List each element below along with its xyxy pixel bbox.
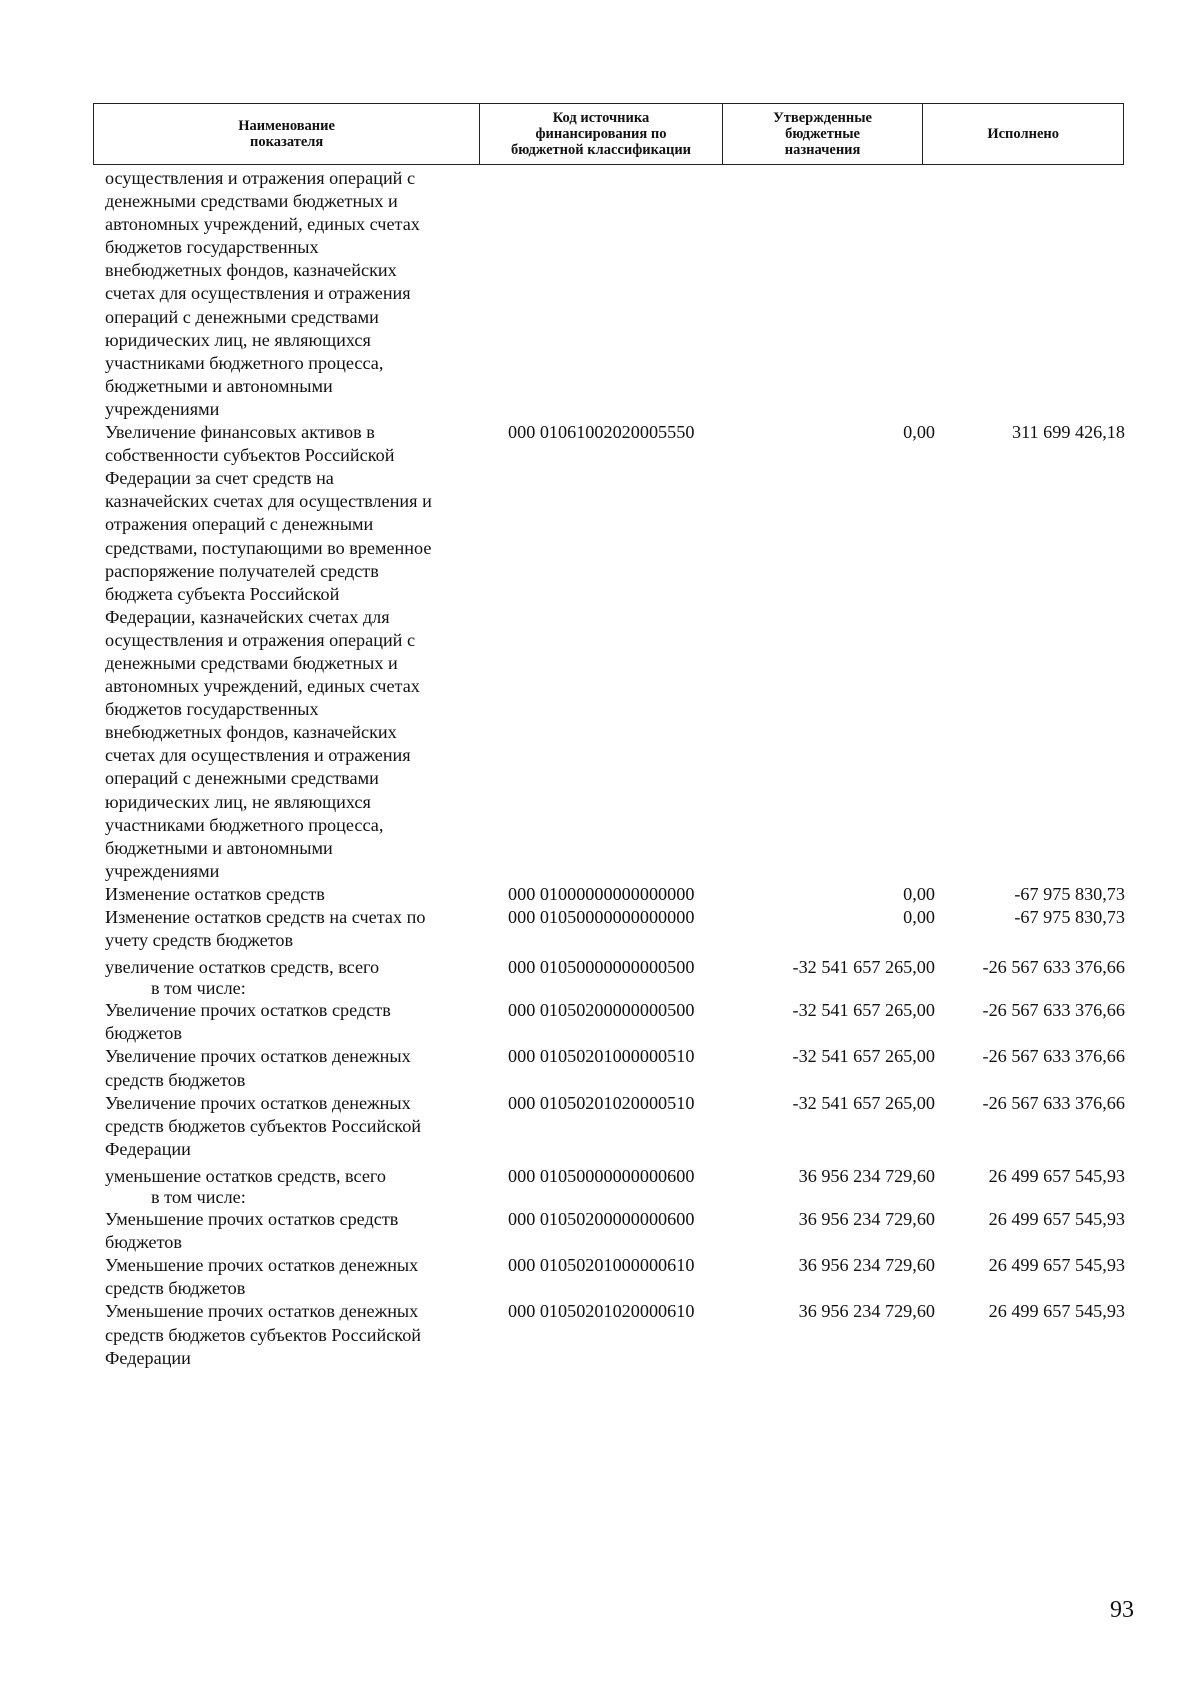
continued-row bbox=[105, 167, 1125, 421]
header-code bbox=[480, 104, 723, 164]
row-code: 000 01050000000000600 bbox=[508, 1165, 695, 1186]
header-plan-text: Утвержденные бюджетные назначения bbox=[773, 110, 872, 158]
table-row bbox=[105, 906, 1125, 952]
row-exec: -26 567 633 376,66 bbox=[982, 1046, 1125, 1067]
row-plan: 36 956 234 729,60 bbox=[798, 1209, 935, 1230]
row-name: Уменьшение прочих остатков денежных средств бюджетов субъектов Российской Федерации bbox=[105, 1301, 422, 1368]
table-body bbox=[105, 167, 1125, 1370]
row-code: 000 01050201000000510 bbox=[508, 1046, 695, 1067]
row-exec: 26 499 657 545,93 bbox=[988, 1301, 1125, 1322]
table-row bbox=[105, 1300, 1125, 1369]
row-name: Увеличение финансовых активов в собственности субъектов Российской Федерации за счет средств на казначейских счетах для осуществления и отражения операций с денежными средствами, поступающими во временное распоряжение получателей средств бюджета субъекта Российской Федерации, казначейских счетах для осуществления и отражения операций с денежными средствами бюджетных и автономных учреждений, единых счетах бюджетов государственных внебюджетных фондов, казначейских счетах для осуществления и отражения операций с денежными средствами юридических лиц, не являющихся участниками бюджетного процесса, бюджетными и автономными учреждениями bbox=[105, 422, 432, 881]
row-exec: -26 567 633 376,66 bbox=[982, 957, 1125, 978]
row-plan: 36 956 234 729,60 bbox=[798, 1165, 935, 1186]
table-row bbox=[105, 1254, 1125, 1300]
row-plan: 0,00 bbox=[903, 422, 935, 443]
table-row bbox=[105, 421, 1125, 883]
row-name: Уменьшение прочих остатков денежных средств бюджетов bbox=[105, 1255, 419, 1299]
continued-text: осуществления и отражения операций с денежными средствами бюджетных и автономных учреждений, единых счетах бюджетов государственных внебюджетных фондов, казначейских счетах для осуществления и отражения операций с денежными средствами юридических лиц, не являющихся участниками бюджетного процесса, бюджетными и автономными учреждениями bbox=[105, 168, 420, 419]
table-row bbox=[105, 1208, 1125, 1254]
table-row bbox=[105, 999, 1125, 1045]
row-exec: -26 567 633 376,66 bbox=[982, 1000, 1125, 1021]
table-row bbox=[105, 883, 1125, 906]
row-exec: 311 699 426,18 bbox=[1012, 422, 1125, 443]
header-exec bbox=[923, 104, 1123, 164]
row-code: 000 01050200000000600 bbox=[508, 1209, 695, 1230]
row-name: Увеличение прочих остатков средств бюджетов bbox=[105, 1000, 391, 1044]
row-code: 000 01050201020000610 bbox=[508, 1301, 695, 1322]
row-code: 000 01061002020005550 bbox=[508, 422, 695, 443]
row-plan: 36 956 234 729,60 bbox=[798, 1301, 935, 1322]
row-code: 000 01050201000000610 bbox=[508, 1255, 695, 1276]
row-plan: -32 541 657 265,00 bbox=[792, 1092, 935, 1113]
row-name: увеличение остатков средств, всего bbox=[105, 957, 380, 978]
header-exec-text: Исполнено bbox=[987, 126, 1060, 142]
row-code: 000 01050000000000000 bbox=[508, 907, 695, 927]
row-name: Увеличение прочих остатков денежных средств бюджетов bbox=[105, 1046, 411, 1090]
row-subtitle: в том числе: bbox=[151, 1187, 246, 1208]
row-plan: -32 541 657 265,00 bbox=[792, 957, 935, 978]
row-name: Изменение остатков средств на счетах по учету средств бюджетов bbox=[105, 907, 426, 951]
row-subtitle: в том числе: bbox=[151, 978, 246, 999]
row-name: Увеличение прочих остатков денежных средств бюджетов субъектов Российской Федерации bbox=[105, 1092, 422, 1159]
row-exec: -67 975 830,73 bbox=[1014, 883, 1125, 904]
table-row bbox=[105, 1165, 1125, 1206]
table-row bbox=[105, 956, 1125, 997]
row-plan: -32 541 657 265,00 bbox=[792, 1000, 935, 1021]
row-code: 000 01050200000000500 bbox=[508, 1000, 695, 1021]
header-name bbox=[94, 104, 480, 164]
row-plan: -32 541 657 265,00 bbox=[792, 1046, 935, 1067]
row-exec: -26 567 633 376,66 bbox=[982, 1092, 1125, 1113]
table-row bbox=[105, 1092, 1125, 1161]
row-code: 000 01000000000000000 bbox=[508, 883, 695, 904]
row-exec: -67 975 830,73 bbox=[1014, 907, 1125, 927]
header-code-text: Код источника финансирования по бюджетной классификации bbox=[510, 110, 692, 158]
row-exec: 26 499 657 545,93 bbox=[988, 1209, 1125, 1230]
row-plan: 0,00 bbox=[903, 883, 935, 904]
header-name-text: Наименование показателя bbox=[238, 118, 335, 150]
table-header bbox=[93, 103, 1124, 165]
row-exec: 26 499 657 545,93 bbox=[988, 1255, 1125, 1276]
header-plan bbox=[723, 104, 924, 164]
table-row bbox=[105, 1045, 1125, 1091]
row-plan: 36 956 234 729,60 bbox=[798, 1255, 935, 1276]
row-name: уменьшение остатков средств, всего bbox=[105, 1165, 387, 1186]
row-exec: 26 499 657 545,93 bbox=[988, 1165, 1125, 1186]
row-code: 000 01050201020000510 bbox=[508, 1092, 695, 1113]
row-plan: 0,00 bbox=[903, 907, 935, 927]
row-code: 000 01050000000000500 bbox=[508, 957, 695, 978]
page-number: 93 bbox=[1110, 1597, 1134, 1623]
row-name: Уменьшение прочих остатков средств бюджетов bbox=[105, 1209, 399, 1253]
row-name: Изменение остатков средств bbox=[105, 883, 325, 904]
